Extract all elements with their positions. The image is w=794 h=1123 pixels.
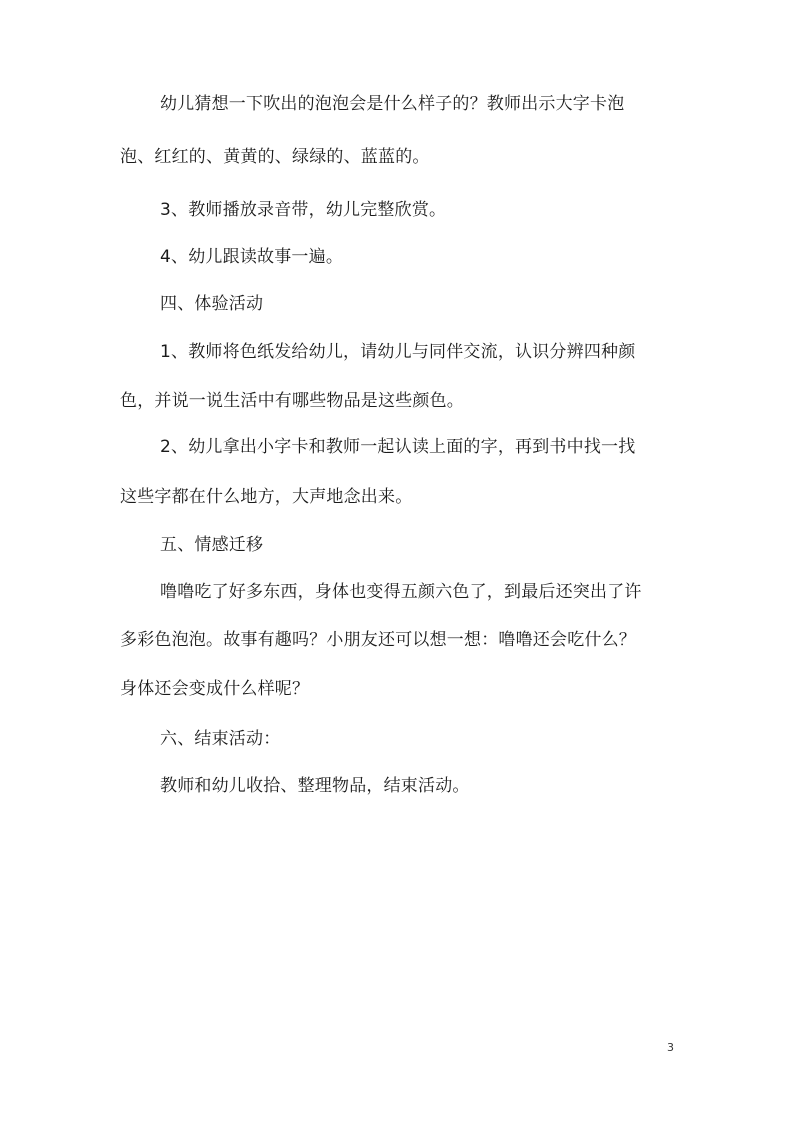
paragraph-line: 2、幼儿拿出小字卡和教师一起认读上面的字，再到书中找一找 bbox=[160, 437, 636, 457]
paragraph-line: 1、教师将色纸发给幼儿，请幼儿与同伴交流，认识分辨四种颜 bbox=[160, 342, 636, 362]
paragraph-line: 教师和幼儿收拾、整理物品，结束活动。 bbox=[160, 776, 470, 796]
paragraph-line: 幼儿猜想一下吹出的泡泡会是什么样子的？教师出示大字卡泡 bbox=[160, 94, 625, 114]
section-heading: 六、结束活动： bbox=[160, 729, 281, 749]
paragraph-line: 多彩色泡泡。故事有趣吗？小朋友还可以想一想：噜噜还会吃什么？ bbox=[120, 630, 636, 650]
section-heading: 五、情感迁移 bbox=[160, 535, 264, 555]
paragraph-line: 4、幼儿跟读故事一遍。 bbox=[160, 247, 344, 267]
paragraph-line: 噜噜吃了好多东西，身体也变得五颜六色了，到最后还突出了许 bbox=[160, 582, 642, 602]
paragraph-line: 身体还会变成什么样呢？ bbox=[120, 679, 310, 699]
section-heading: 四、体验活动 bbox=[160, 294, 264, 314]
paragraph-line: 色，并说一说生活中有哪些物品是这些颜色。 bbox=[120, 391, 464, 411]
paragraph-line: 泡、红红的、黄黄的、绿绿的、蓝蓝的。 bbox=[120, 147, 430, 167]
page-number: 3 bbox=[667, 1041, 674, 1054]
paragraph-line: 这些字都在什么地方，大声地念出来。 bbox=[120, 487, 413, 507]
paragraph-line: 3、教师播放录音带，幼儿完整欣赏。 bbox=[160, 200, 447, 220]
